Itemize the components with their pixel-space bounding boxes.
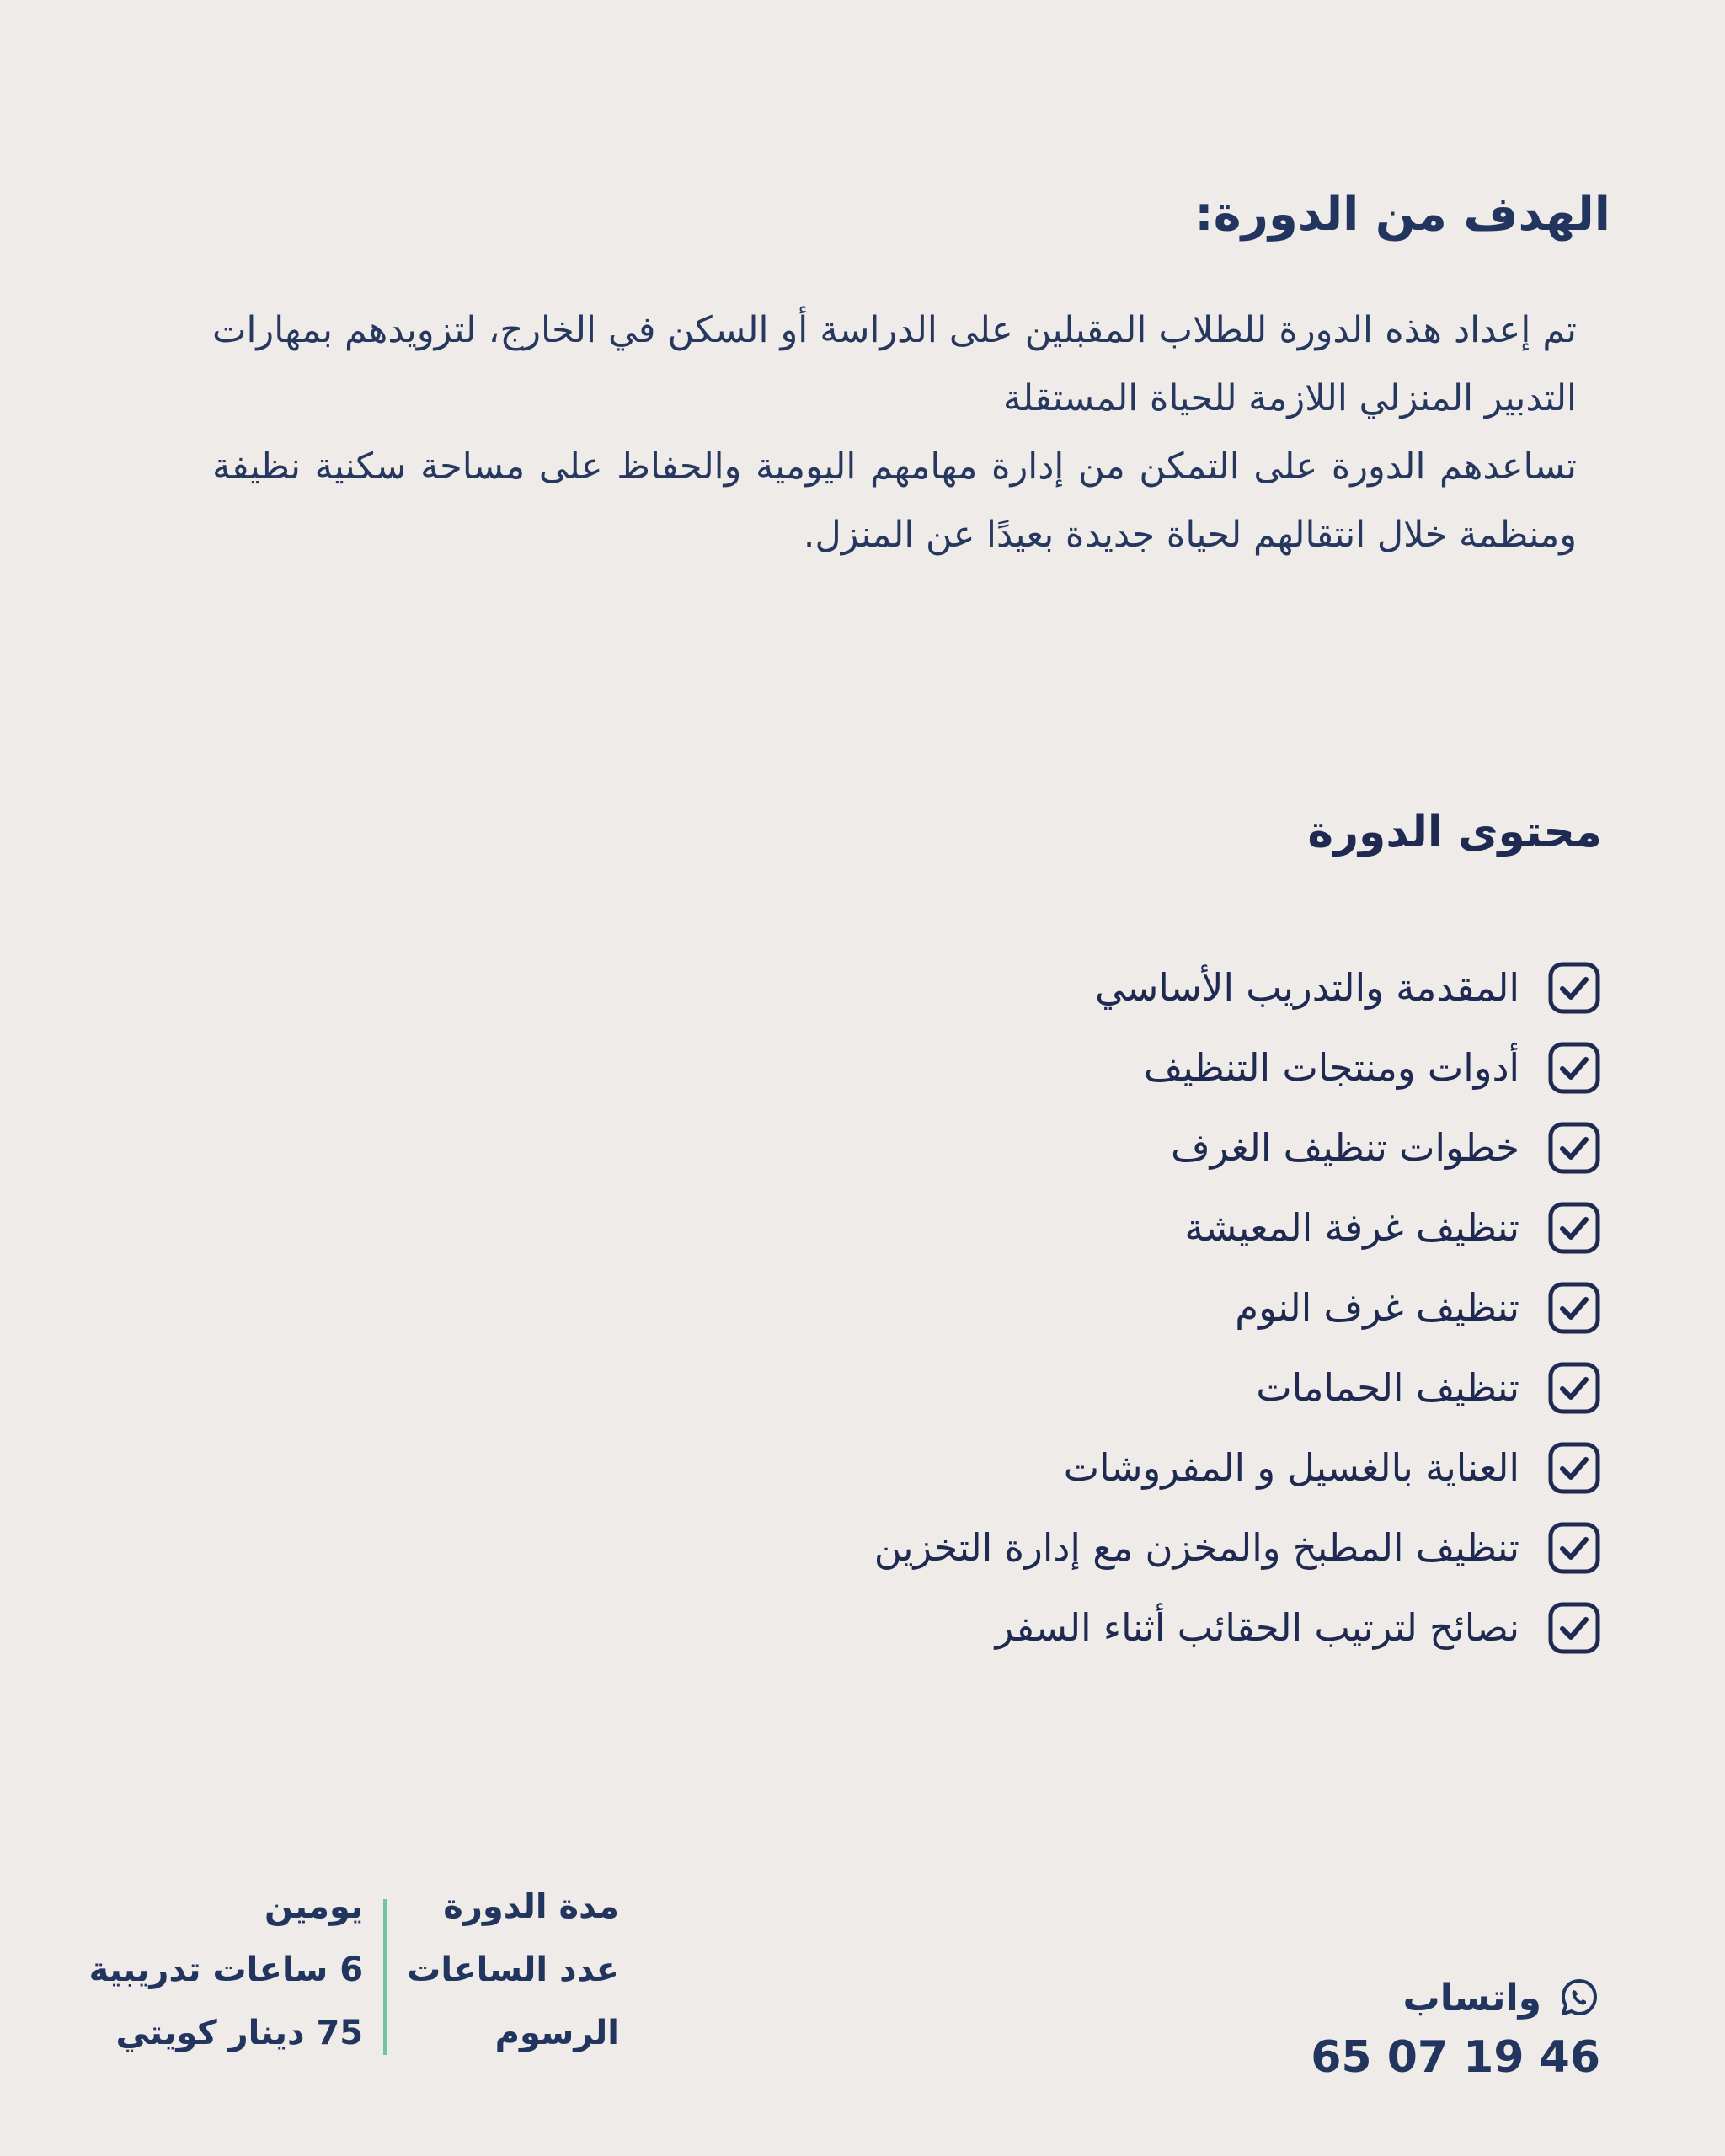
list-item-label: المقدمة والتدريب الأساسي — [1095, 965, 1519, 1010]
goal-title: الهدف من الدورة: — [1194, 187, 1610, 242]
list-item-label: تنظيف غرفة المعيشة — [1184, 1205, 1519, 1250]
list-item-label: تنظيف غرف النوم — [1235, 1285, 1519, 1330]
info-values — [88, 1876, 363, 2065]
list-item — [874, 1508, 1600, 1588]
info-label-duration: مدة الدورة — [443, 1887, 619, 1926]
checkbox-checked-icon — [1548, 1362, 1600, 1414]
list-item-label: أدوات ومنتجات التنظيف — [1143, 1045, 1519, 1090]
checkbox-checked-icon — [1548, 962, 1600, 1014]
checkbox-checked-icon — [1548, 1522, 1600, 1574]
list-item — [874, 1267, 1600, 1348]
list-item — [874, 1187, 1600, 1267]
checkbox-checked-icon — [1548, 1602, 1600, 1654]
info-value-hours: 6 ساعات تدريبية — [88, 1951, 364, 1989]
info-value-fees: 75 دينار كويتي — [115, 2014, 364, 2052]
list-item-label: نصائح لترتيب الحقائب أثناء السفر — [995, 1605, 1519, 1650]
checkbox-checked-icon — [1548, 1442, 1600, 1494]
list-item-label: تنظيف المطبخ والمخزن مع إدارة التخزين — [873, 1525, 1519, 1570]
goal-description — [212, 296, 1577, 569]
contact-block — [1311, 1967, 1600, 2083]
list-item — [874, 1107, 1600, 1187]
goal-paragraph: تم إعداد هذه الدورة للطلاب المقبلين على الدراسة أو السكن في الخارج، لتزويدهم بمهارات التدبير المنزلي اللازمة للحياة المستقلة — [212, 309, 1577, 419]
list-item — [874, 1027, 1600, 1107]
list-item-label: العناية بالغسيل و المفروشات — [1063, 1445, 1519, 1490]
checkbox-checked-icon — [1548, 1042, 1600, 1094]
list-item-label: تنظيف الحمامات — [1256, 1365, 1519, 1410]
checkbox-checked-icon — [1548, 1122, 1600, 1174]
phone-number[interactable]: 65 07 19 46 — [1311, 2032, 1600, 2083]
whatsapp-row — [1311, 1967, 1600, 2029]
list-item — [874, 1588, 1600, 1668]
info-value-duration: يومين — [264, 1887, 364, 1926]
info-label-fees: الرسوم — [494, 2014, 619, 2052]
course-info — [88, 1876, 619, 2065]
info-labels — [407, 1876, 619, 2065]
info-label-hours: عدد الساعات — [407, 1951, 619, 1989]
info-divider — [383, 1899, 387, 2055]
whatsapp-label: واتساب — [1402, 1976, 1541, 2020]
whatsapp-icon — [1558, 1977, 1600, 2019]
list-item — [874, 1348, 1600, 1428]
list-item-label: خطوات تنظيف الغرف — [1170, 1125, 1519, 1170]
list-item — [874, 1428, 1600, 1508]
content-title: محتوى الدورة — [1307, 807, 1602, 857]
checkbox-checked-icon — [1548, 1202, 1600, 1254]
checkbox-checked-icon — [1548, 1282, 1600, 1334]
goal-paragraph: تساعدهم الدورة على التمكن من إدارة مهامهم اليومية والحفاظ على مساحة سكنية نظيفة ومنظمة خلال انتقالهم لحياة جديدة بعيدًا عن المنزل. — [212, 446, 1577, 556]
content-list — [874, 947, 1600, 1668]
list-item — [874, 947, 1600, 1027]
